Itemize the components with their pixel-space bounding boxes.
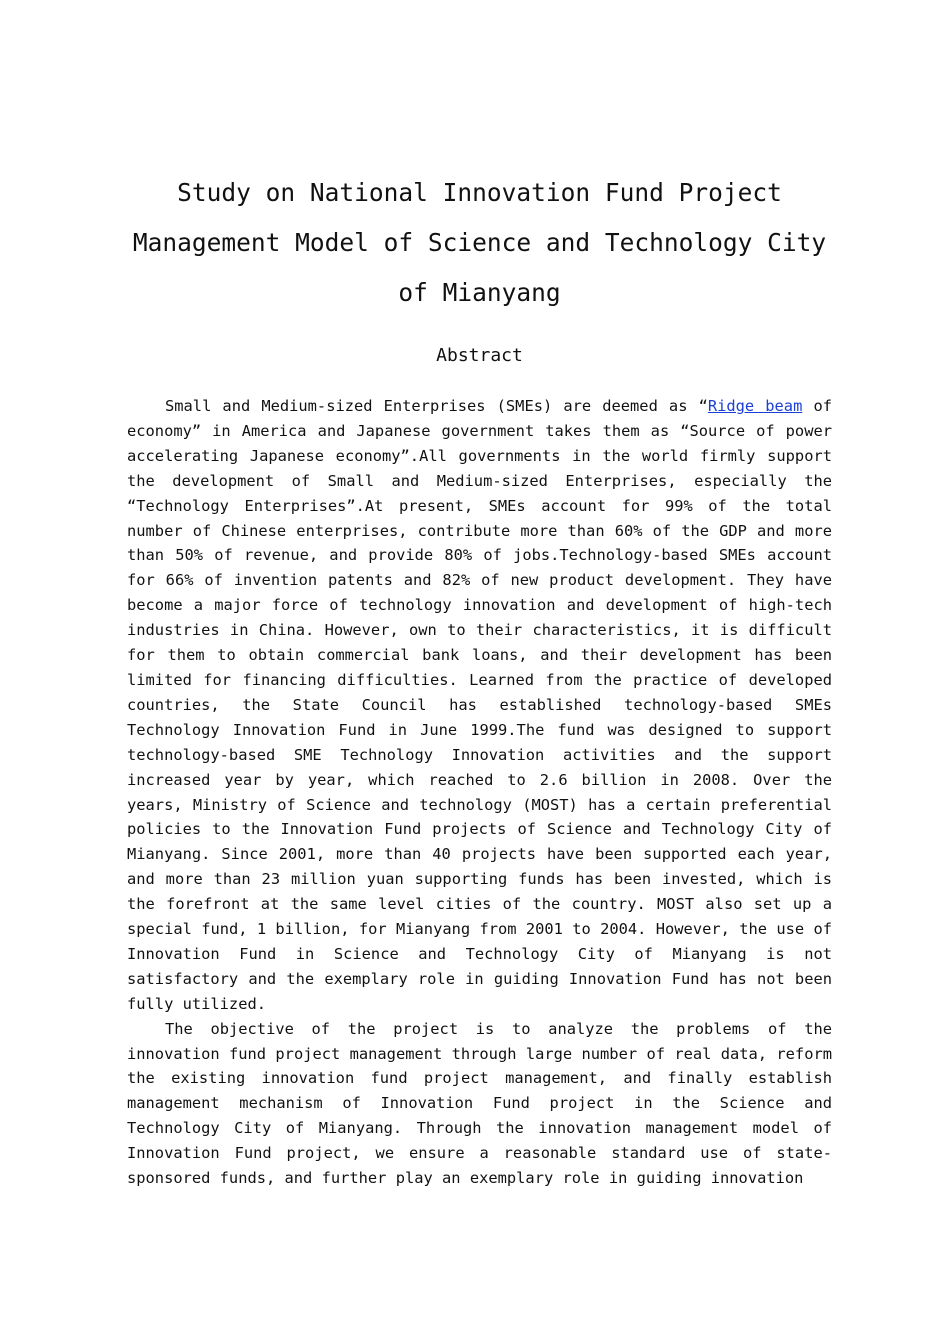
abstract-paragraph-1 (127, 394, 832, 1017)
title-line-3: of Mianyang (398, 278, 561, 307)
paragraph-1-lead-text: Small and Medium-sized Enterprises (SMEs) are deemed as “ (165, 397, 708, 415)
title-line-1: Study on National Innovation Fund Project (177, 178, 782, 207)
ridge-beam-link[interactable]: Ridge beam (707, 397, 803, 415)
paragraph-1-body-text: of economy” in America and Japanese government takes them as “Source of power accelerating Japanese economy”.All governments in the world firmly support the development of Small and Medium-sized Enterprises, especially the “Technology Enterprises”.At present, SMEs account for 99% of the total number of Chinese enterprises, contribute more than 60% of the GDP and more than 50% of revenue, and provide 80% of jobs.Technology-based SMEs account for 66% of invention patents and 82% of new product development. They have become a major force of technology innovation and development of high-tech industries in China. However, own to their characteristics, it is difficult for them to obtain commercial bank loans, and their development has been limited for financing difficulties. Learned from the practice of developed countries, the State Council has established technology-based SMEs Technology Innovation Fund in June 1999.The fund was designed to support technology-based SME Technology Innovation activities and the support increased year by year, which reached to 2.6 billion in 2008. Over the years, Ministry of Science and technology (MOST) has a certain preferential policies to the Innovation Fund projects of Science and Technology City of Mianyang. Since 2001, more than 40 projects have been supported each year, and more than 23 million yuan supporting funds has been invested, which is the forefront at the same level cities of the country. MOST also set up a special fund, 1 billion, for Mianyang from 2001 to 2004. However, the use of Innovation Fund in Science and Technology City of Mianyang is not satisfactory and the exemplary role in guiding Innovation Fund has not been fully utilized. (127, 397, 832, 1013)
abstract-paragraph-2: The objective of the project is to analyze the problems of the innovation fund project management through large number of real data, reform the existing innovation fund project management, and finally establish management mechanism of Innovation Fund project in the Science and Technology City of Mianyang. Through the innovation management model of Innovation Fund project, we ensure a reasonable standard use of state-sponsored funds, and further play an exemplary role in guiding innovation (127, 1019, 832, 1188)
abstract-heading: Abstract (436, 345, 523, 366)
title-line-2: Management Model of Science and Technology City (132, 228, 827, 257)
document-title (127, 168, 832, 318)
document-page (127, 168, 832, 1191)
